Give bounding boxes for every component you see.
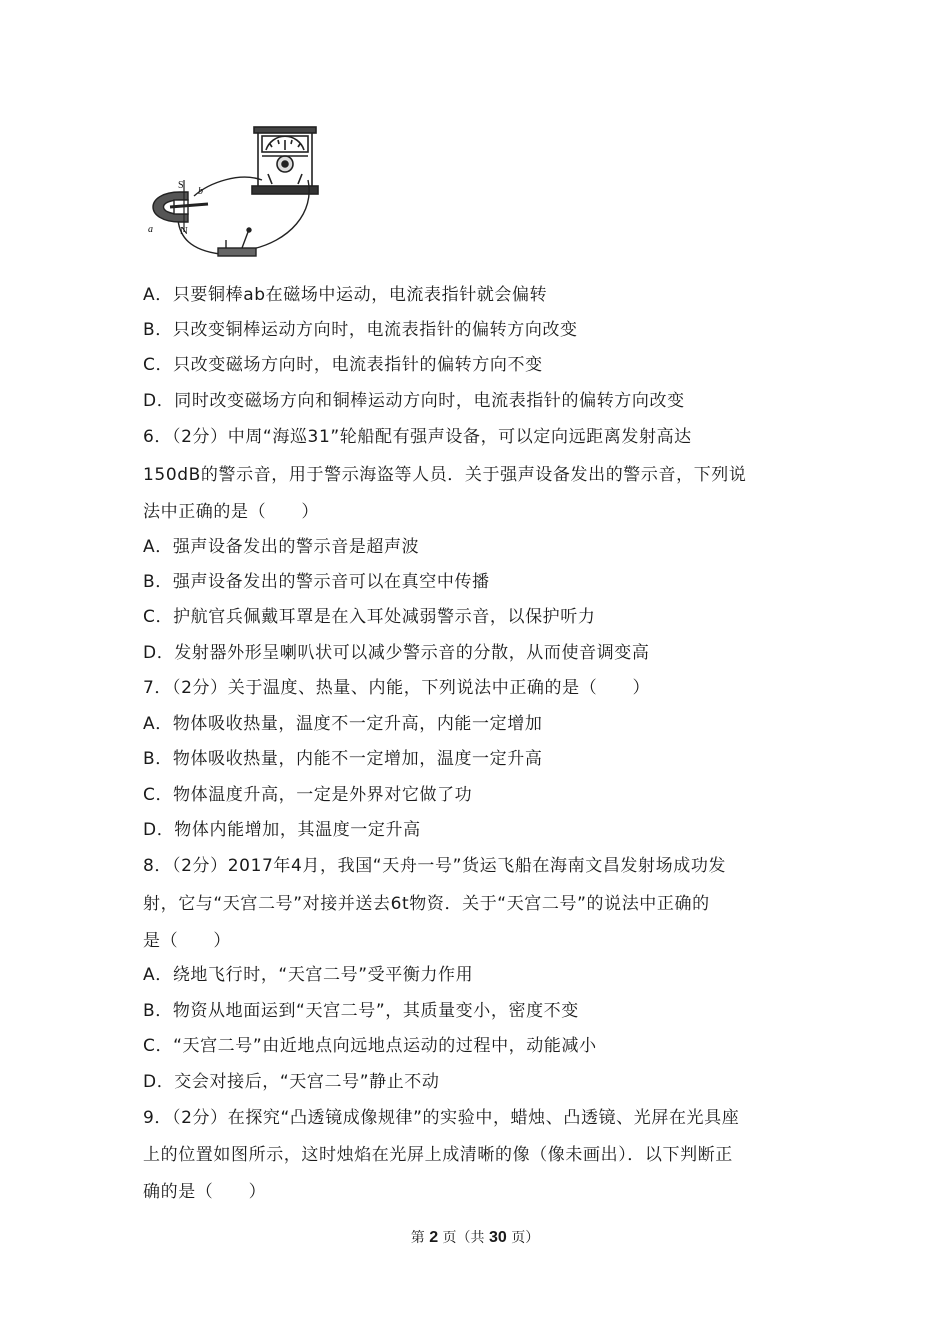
footer-suffix: 页）: [511, 1230, 540, 1246]
q5-option-a: A．只要铜棒ab在磁场中运动，电流表指针就会偏转: [143, 285, 548, 305]
q8-stem-line-3: 是（ ）: [143, 931, 231, 951]
footer-prefix: 第: [410, 1230, 425, 1246]
q5-option-b: B．只改变铜棒运动方向时，电流表指针的偏转方向改变: [143, 320, 578, 340]
q8-option-b: B．物资从地面运到“天宫二号”，其质量变小，密度不变: [143, 1001, 579, 1021]
q6-stem-line-3: 法中正确的是（ ）: [143, 502, 319, 522]
switch-icon: [218, 228, 256, 256]
footer-total-pages: 30: [489, 1229, 507, 1246]
footer-middle: 页（共: [442, 1230, 485, 1246]
q6-option-d: D．发射器外形呈喇叭状可以减少警示音的分散，从而使音调变高: [143, 643, 650, 663]
q5-option-c: C．只改变磁场方向时，电流表指针的偏转方向不变: [143, 355, 543, 375]
figure-label-n: N: [180, 225, 188, 237]
figure-label-s: S: [178, 180, 184, 191]
q7-stem-line-1: 7．（2分）关于温度、热量、内能，下列说法中正确的是（ ）: [143, 678, 651, 698]
q8-stem-line-2: 射，它与“天宫二号”对接并送去6t物资．关于“天宫二号”的说法中正确的: [143, 894, 710, 914]
q7-option-a: A．物体吸收热量，温度不一定升高，内能一定增加: [143, 714, 543, 734]
q8-option-d: D．交会对接后，“天宫二号”静止不动: [143, 1072, 440, 1092]
figure-label-a: a: [148, 224, 153, 235]
q8-option-a: A．绕地飞行时，“天宫二号”受平衡力作用: [143, 965, 474, 985]
q6-option-c: C．护航官兵佩戴耳罩是在入耳处减弱警示音，以保护听力: [143, 607, 596, 627]
q6-option-b: B．强声设备发出的警示音可以在真空中传播: [143, 572, 490, 592]
page-footer: [0, 1227, 950, 1247]
q9-stem-line-2: 上的位置如图所示，这时烛焰在光屏上成清晰的像（像未画出）．以下判断正: [143, 1145, 733, 1165]
q6-stem-line-1: 6．（2分）中周“海巡31”轮船配有强声设备，可以定向远距离发射高达: [143, 427, 692, 447]
q6-stem-line-2: 150dB的警示音，用于警示海盗等人员．关于强声设备发出的警示音，下列说: [143, 465, 747, 485]
q6-option-a: A．强声设备发出的警示音是超声波: [143, 537, 420, 557]
figure-label-b: b: [198, 186, 203, 197]
q7-option-b: B．物体吸收热量，内能不一定增加，温度一定升高: [143, 749, 543, 769]
q7-option-d: D．物体内能增加，其温度一定升高: [143, 820, 421, 840]
q5-option-d: D．同时改变磁场方向和铜棒运动方向时，电流表指针的偏转方向改变: [143, 391, 685, 411]
footer-page-number: 2: [429, 1229, 439, 1246]
q8-option-c: C．“天宫二号”由近地点向远地点运动的过程中，动能减小: [143, 1036, 597, 1056]
induction-experiment-figure: [140, 122, 330, 268]
q9-stem-line-1: 9．（2分）在探究“凸透镜成像规律”的实验中，蜡烛、凸透镜、光屏在光具座: [143, 1108, 740, 1128]
q9-stem-line-3: 确的是（ ）: [143, 1182, 267, 1202]
q7-option-c: C．物体温度升高，一定是外界对它做了功: [143, 785, 473, 805]
q8-stem-line-1: 8．（2分）2017年4月，我国“天舟一号”货运飞船在海南文昌发射场成功发: [143, 856, 727, 876]
